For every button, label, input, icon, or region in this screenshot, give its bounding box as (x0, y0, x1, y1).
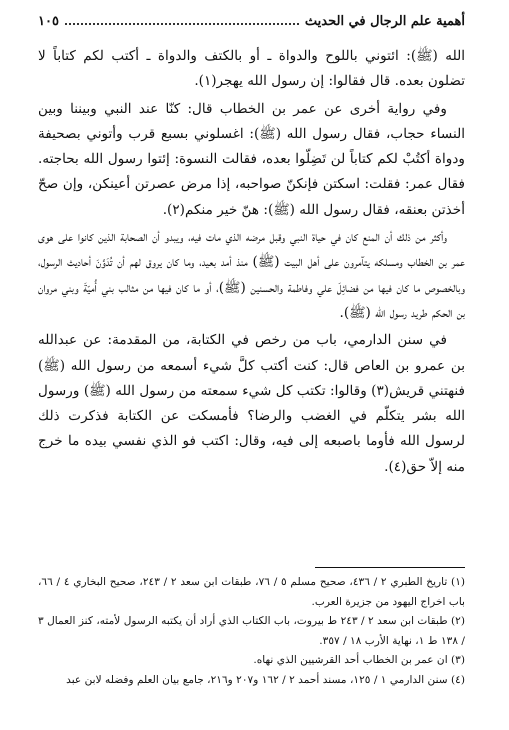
paragraph: وفي رواية أخرى عن عمر بن الخطاب قال: كنّا عند النبي وبيننا وبين النساء حجاب، فقال رسول الله (ﷺ): اغسلوني بسبع قرب وأتوني بصحيفة ودواة أكتُبْ لكم كتاباً لن تَضِلّوا بعده، فقالت النسوة: إئتوا رسول الله بحاجته. فقال عمر: فقلت: اسكتن فإنكنّ صواحبه، إذا مرض عصرتن أعينكن، وإن صحّ أخذتن بعنقه، فقال رسول الله (ﷺ): هنّ خير منكم(٢). (38, 100, 465, 218)
header-dot-leader (65, 23, 299, 25)
page-number: ١٠٥ (38, 14, 59, 29)
footnotes (38, 573, 465, 691)
paragraph: في سنن الدارمي، باب من رخص في الكتابة، من المقدمة: عن عبدالله بن عمرو بن العاص قال: كنت أكتب كلَّ شيء أسمعه من رسول الله (ﷺ) فنهتني قريش(٣) وقالوا: تكتب كل شيء سمعته من رسول الله (ﷺ) ورسول الله بشر يتكلّم في الغضب والرضا؟ فأمسكت عن الكتابة فذكرت ذلك لرسول الله فأوما باصبعه إلى فيه، وقال: اكتب فو الذي نفسي بيده ما خرج منه إلاّ حق(٤). (38, 332, 465, 475)
running-title: أهمية علم الرجال في الحديث (304, 14, 465, 29)
footnote: (٣) ان عمر بن الخطاب أحد القرشيين الذي نهاه. (253, 654, 465, 667)
running-header (38, 14, 465, 36)
footnote: (٢) طبقات ابن سعد ٢ / ٢٤٣ ط بيروت، باب الكتاب الذي أراد أن يكتبه الرسول لأمته، كنز العمال ٣ / ١٣٨ ط ١، نهاية الأرب ١٨ / ٣٥٧. (38, 615, 465, 647)
footnote-separator (315, 567, 465, 568)
footnote: (٤) سنن الدارمي ١ / ١٢٥، مسند أحمد ٢ / ١٦٢ و٢٠٧ و٢١٦، جامع بيان العلم وفضله لابن عبد (66, 673, 465, 686)
footnote: (١) تاريخ الطبري ٢ / ٤٣٦، صحيح مسلم ٥ / ٧٦، طبقات ابن سعد ٢ / ٢٤٣، صحيح البخاري ٤ / ٦٦، باب اخراج اليهود من جزيرة العرب. (38, 576, 466, 608)
paragraph-continued: الله (ﷺ): ائتوني باللوح والدواة ـ أو بالكتف والدواة ـ أكتب لكم كتاباً لا تضلون بعده. قال فقالوا: إن رسول الله يهجر(١). (38, 48, 465, 90)
main-text (38, 44, 465, 480)
paragraph: وأكثر من ذلك أن المنع كان في حياة النبي وقبل مرضه الذي مات فيه، ويبدو أن الصحابة الذين كانوا على هوى عمر بن الخطاب ومسلكه يتآمرون على أهل البيت (ﷺ) منذ أمد بعيد، وما كان يروق لهم أن تُدَوَّنَ أحاديث الرسول، وبالخصوص ما كان فيها من فضائِلَ علي وفاطمة والحسنين (ﷺ)، أو ما كان فيها من مثالب بني أُميّةَ وبني مروان بن الحكم طريد رسول الله (ﷺ). (38, 229, 465, 321)
